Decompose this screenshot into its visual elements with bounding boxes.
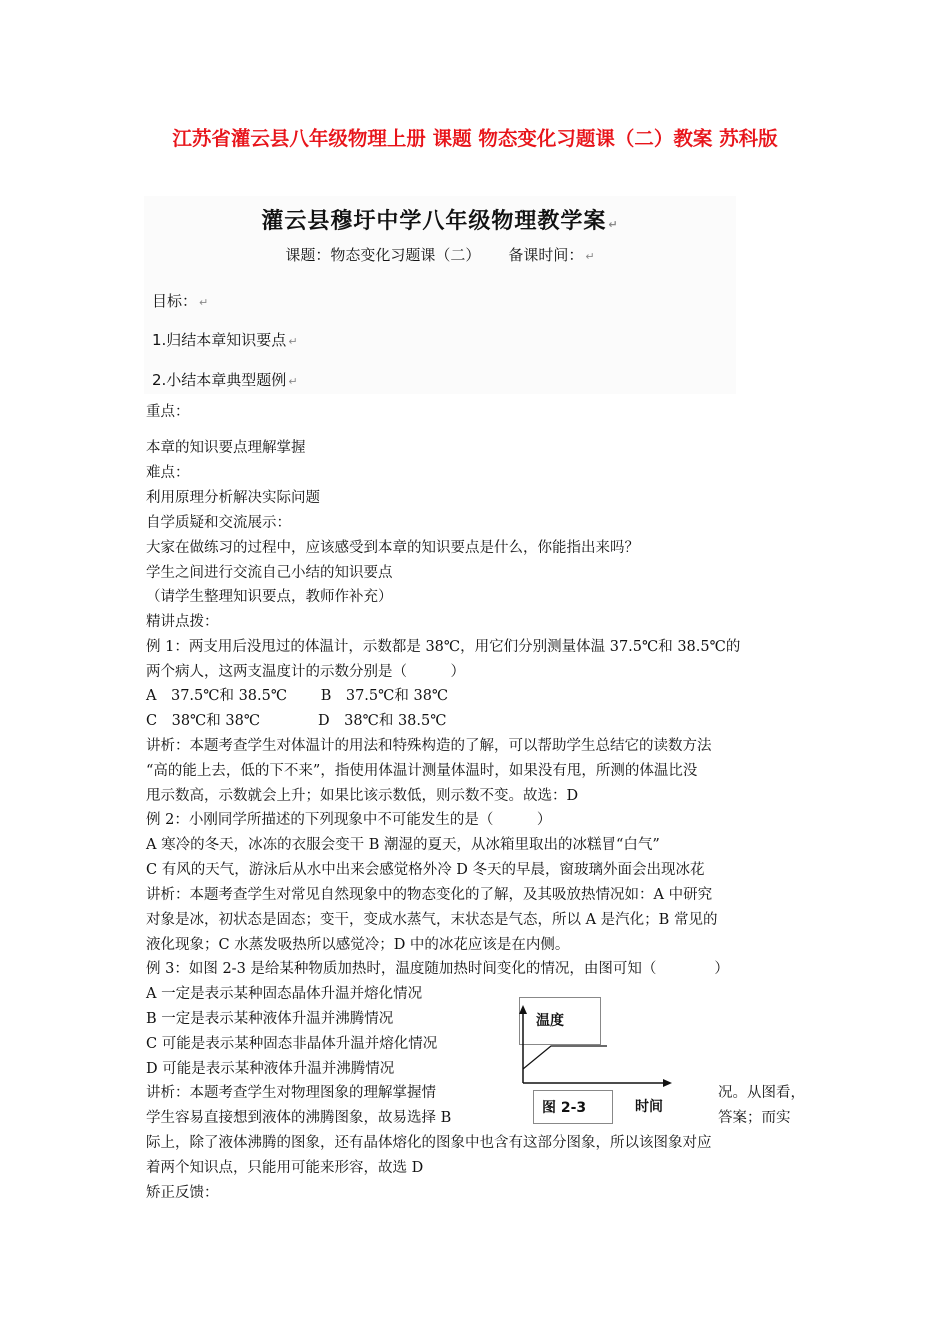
text-line: 学生之间进行交流自己小结的知识要点 — [146, 565, 393, 581]
text-line: 讲析：本题考查学生对常见自然现象中的物态变化的了解，及其吸放热情况如：A 中研究 — [146, 887, 713, 903]
temperature-curve — [523, 1046, 607, 1069]
caption: 图 2-3 — [542, 1100, 587, 1116]
text-line: 对象是冰，初状态是固态；变干，变成水蒸气，末状态是气态，所以 A 是汽化；B 常见的 — [146, 912, 718, 928]
text-line: A 一定是表示某种固态晶体升温并熔化情况 — [146, 986, 423, 1002]
school-heading: 灌云县穆圩中学八年级物理教学案 ↵ — [261, 209, 619, 234]
text-line: A 37.5℃和 38.5℃ B 37.5℃和 38℃ — [146, 688, 449, 704]
text-line: 大家在做练习的过程中，应该感受到本章的知识要点是什么，你能指出来吗？ — [146, 540, 639, 556]
xlabel: 时间 — [635, 1099, 663, 1115]
text-line: 本章的知识要点理解掌握 — [146, 440, 306, 456]
text-line: 学生容易直接想到液体的沸腾图象，故易选择 B — [146, 1110, 452, 1126]
text-line: 两个病人，这两支温度计的示数分别是（ ） — [146, 664, 465, 680]
text-line: （请学生整理知识要点，教师作补充） — [146, 589, 393, 605]
text-line: C 有风的天气，游泳后从水中出来会感觉格外冷 D 冬天的早晨，窗玻璃外面会出现冰花 — [146, 862, 705, 878]
text-line: 矫正反馈： — [146, 1185, 219, 1201]
text-line: A 寒冷的冬天，冰冻的衣服会变干 B 潮湿的夏天，从冰箱里取出的冰糕冒“白气” — [146, 837, 660, 853]
text-line: 重点： — [146, 404, 190, 420]
goal-1: 1.归结本章知识要点 ↵ — [152, 331, 298, 349]
text-line: 液化现象；C 水蒸发吸热所以感觉冷；D 中的冰花应该是在内侧。 — [146, 937, 570, 953]
y-axis-arrow-icon — [519, 1005, 527, 1014]
text-line: 精讲点拨： — [146, 614, 219, 630]
text-line: 自学质疑和交流展示： — [146, 515, 291, 531]
subject-line: 课题：物态变化习题课（二） 备课时间： ↵ — [285, 246, 595, 264]
text-line: 例 2：小刚同学所描述的下列现象中不可能发生的是（ ） — [146, 812, 552, 828]
text-line: C 38℃和 38℃ D 38℃和 38.5℃ — [146, 713, 447, 729]
lesson-header-image — [144, 196, 736, 394]
text-line: 甩示数高，示数就会上升；如果比该示数低，则示数不变。故选：D — [146, 788, 579, 804]
text-line: 际上，除了液体沸腾的图象，还有晶体熔化的图象中也含有这部分图象，所以该图象对应 — [146, 1135, 712, 1151]
ylabel: 温度 — [536, 1013, 564, 1029]
text-line: 例 1：两支用后没甩过的体温计，示数都是 38℃，用它们分别测量体温 37.5℃和 38.5℃的 — [146, 639, 741, 655]
text-line: D 可能是表示某种液体升温并沸腾情况 — [146, 1061, 395, 1077]
text-line: B 一定是表示某种液体升温并沸腾情况 — [146, 1011, 394, 1027]
text-fragment: 况。从图看， — [718, 1085, 805, 1101]
text-fragment: 答案；而实 — [718, 1110, 791, 1126]
x-axis-arrow-icon — [663, 1079, 672, 1087]
document-title: 江苏省灌云县八年级物理上册 课题 物态变化习题课（二）教案 苏科版 — [172, 127, 778, 150]
text-line: 难点： — [146, 465, 190, 481]
goal-2: 2.小结本章典型题例 ↵ — [152, 371, 298, 389]
text-line: 着两个知识点，只能用可能来形容，故选 D — [146, 1160, 424, 1176]
text-line: 利用原理分析解决实际问题 — [146, 490, 320, 506]
temperature-time-figure — [515, 995, 695, 1125]
axes-and-curve — [515, 995, 695, 1125]
goals-label: 目标： ↵ — [152, 292, 209, 310]
text-line: C 可能是表示某种固态非晶体升温并熔化情况 — [146, 1036, 438, 1052]
text-line: 例 3：如图 2-3 是给某种物质加热时，温度随加热时间变化的情况，由图可知（ ） — [146, 961, 729, 977]
text-line: 讲析：本题考查学生对物理图象的理解掌握情 — [146, 1085, 436, 1101]
text-line: 讲析：本题考查学生对体温计的用法和特殊构造的了解，可以帮助学生总结它的读数方法 — [146, 738, 712, 754]
text-line: “高的能上去，低的下不来”，指使用体温计测量体温时，如果没有甩，所测的体温比没 — [146, 763, 698, 779]
